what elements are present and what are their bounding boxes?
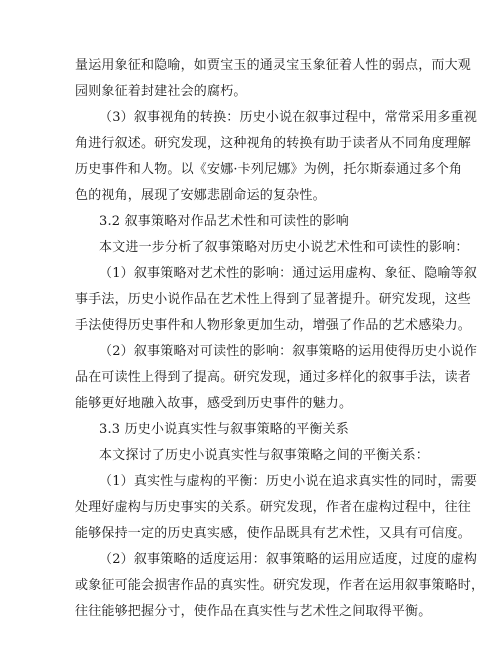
- body-text-line: 历史事件和人物。以《安娜·卡列尼娜》为例，托尔斯泰通过多个角: [75, 162, 463, 177]
- body-text-line: 本文探讨了历史小说真实性与叙事策略之间的平衡关系：: [99, 448, 430, 463]
- body-text-line: 能够更好地融入故事，感受到历史事件的魅力。: [75, 396, 353, 411]
- body-text-line: 色的视角，展现了安娜悲剧命运的复杂性。: [75, 188, 326, 203]
- body-text-line: （2）叙事策略的适度运用：叙事策略的运用应适度，过度的虚构: [99, 552, 478, 567]
- body-text-line: 园则象征着封建社会的腐朽。: [75, 84, 247, 99]
- section-heading: 3.3 历史小说真实性与叙事策略的平衡关系: [99, 422, 350, 437]
- body-text-line: 事手法，历史小说作品在艺术性上得到了显著提升。研究发现，这些: [75, 292, 472, 307]
- body-text-line: （1）叙事策略对艺术性的影响：通过运用虚构、象征、隐喻等叙: [99, 266, 478, 281]
- body-text-line: 或象征可能会损害作品的真实性。研究发现，作者在运用叙事策略时，: [75, 578, 485, 593]
- body-text-line: 往往能够把握分寸，使作品在真实性与艺术性之间取得平衡。: [75, 604, 432, 619]
- body-text-line: （2）叙事策略对可读性的影响：叙事策略的运用使得历史小说作: [99, 344, 478, 359]
- body-text-line: 本文进一步分析了叙事策略对历史小说艺术性和可读性的影响：: [99, 240, 469, 255]
- body-text-line: （3）叙事视角的转换：历史小说在叙事过程中，常常采用多重视: [99, 110, 478, 125]
- section-heading: 3.2 叙事策略对作品艺术性和可读性的影响: [99, 214, 350, 229]
- body-text-line: 角进行叙述。研究发现，这种视角的转换有助于读者从不同角度理解: [75, 136, 472, 151]
- body-text-line: （1）真实性与虚构的平衡：历史小说在追求真实性的同时，需要: [99, 474, 478, 489]
- body-text-line: 处理好虚构与历史事实的关系。研究发现，作者在虚构过程中，往往: [75, 500, 472, 515]
- body-text-line: 量运用象征和隐喻，如贾宝玉的通灵宝玉象征着人性的弱点，而大观: [75, 58, 472, 73]
- body-text-line: 品在可读性上得到了提高。研究发现，通过多样化的叙事手法，读者: [75, 370, 472, 385]
- body-text-line: 能够保持一定的历史真实感，使作品既具有艺术性，又具有可信度。: [75, 526, 472, 541]
- body-text-line: 手法使得历史事件和人物形象更加生动，增强了作品的艺术感染力。: [75, 318, 472, 333]
